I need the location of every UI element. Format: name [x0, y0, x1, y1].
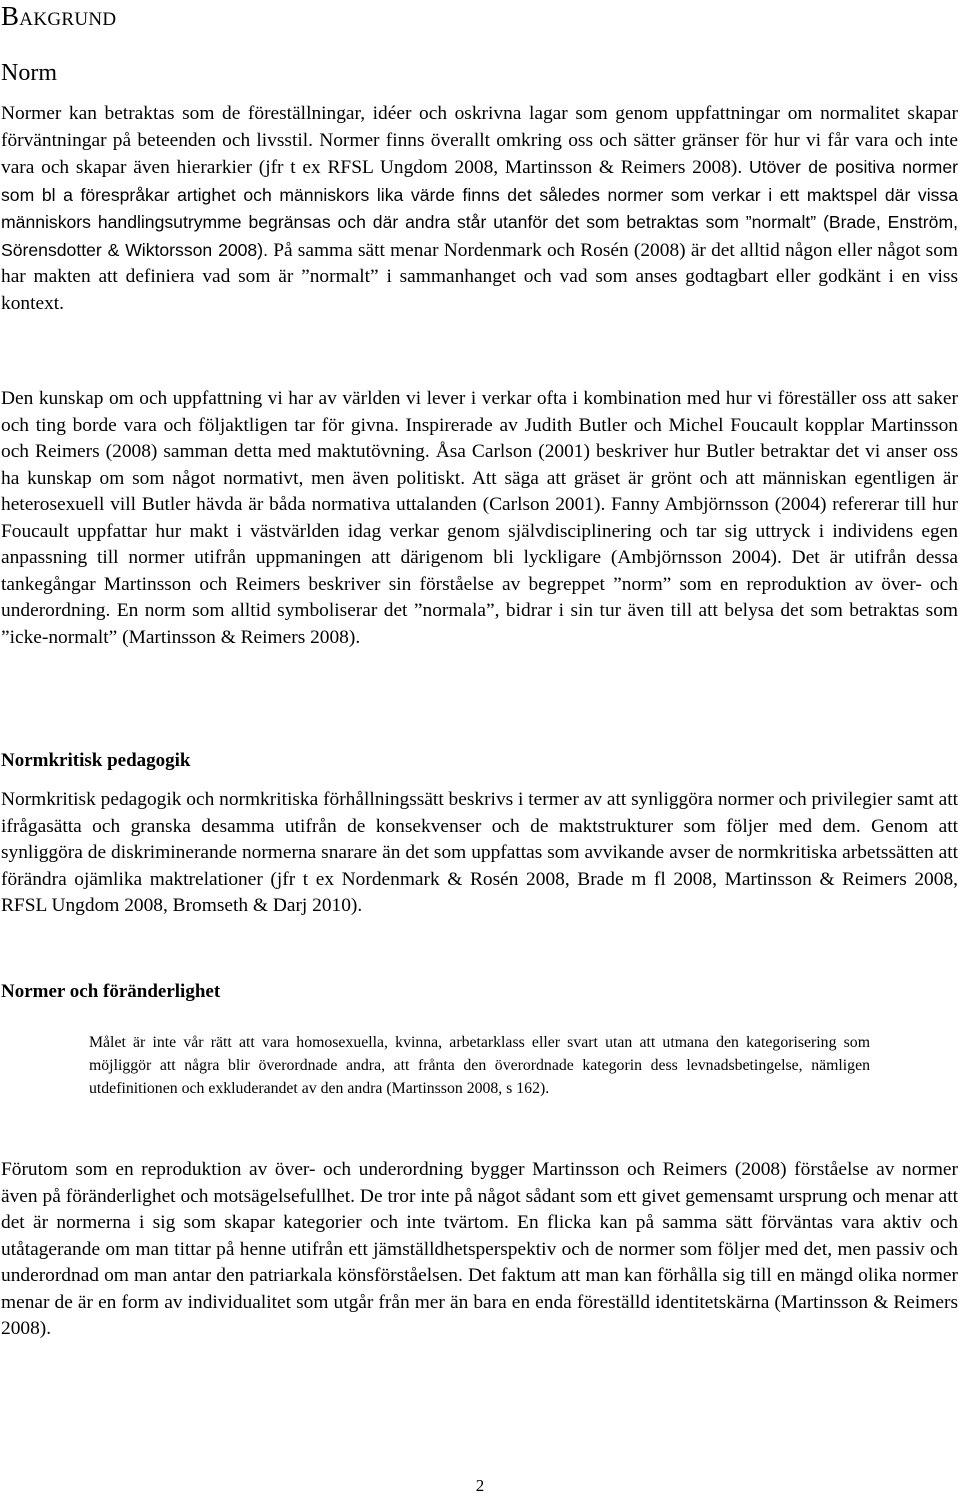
section-heading-norm: Norm: [1, 60, 57, 86]
section-heading-normkritisk: Normkritisk pedagogik: [1, 750, 191, 771]
paragraph-norm-1-part-b: Utöver de positiva normer som bl a förespråkar artighet och människors lika värde finns det således normer som verkar i ett maktspel där vissa människors handlingsutrymme begränsas och där andra står utanför det som betraktas som ”normalt” (Brade, Enström, Sörensdotter & Wiktorsson 2008).: [1, 157, 958, 260]
block-quote: Målet är inte vår rätt att vara homosexuella, kvinna, arbetarklass eller svart utan att utmana den kategorisering som möjliggör att några blir överordnade andra, att frånta den överordnade kategorin dess levnadsbetingelse, nämligen utdefinitionen och exkluderandet av den andra (Martinsson 2008, s 162).: [89, 1034, 870, 1097]
paragraph-normkritisk-1: Normkritisk pedagogik och normkritiska förhållningssätt beskrivs i termer av att synliggöra normer och privilegier samt att ifrågasätta och granska desamma utifrån de konsekvenser och de maktstrukturer som följer med dem. Genom att synliggöra de diskriminerande normerna snarare än det som uppfattas som avvikande avser de normkritiska arbetssätten att förändra ojämlika maktrelationer (jfr t ex Nordenmark & Rosén 2008, Brade m fl 2008, Martinsson & Reimers 2008, RFSL Ungdom 2008, Bromseth & Darj 2010).: [1, 789, 958, 916]
paragraph-norm-1-part-a: Normer kan betraktas som de föreställningar, idéer och oskrivna lagar som genom uppfattningar om normalitet skapar förväntningar på beteenden och livsstil. Normer finns överallt omkring oss och sätter gränser för hur vi får vara och inte vara och skapar även hierarkier (jfr t ex RFSL Ungdom 2008, Martinsson & Reimers 2008).: [1, 103, 958, 178]
chapter-title: Bakgrund: [1, 1, 117, 31]
page-number: 2: [475, 1476, 485, 1495]
paragraph-norm-1-part-c: På samma sätt menar Nordenmark och Rosén (2008) är det alltid någon eller något som har makten att definiera vad som är ”normalt” i sammanhanget och vad som anses godtagbart eller godkänt i en viss kontext.: [1, 239, 958, 314]
paragraph-norm-2: Den kunskap om och uppfattning vi har av världen vi lever i verkar ofta i kombination med hur vi föreställer oss att saker och ting borde vara och följaktligen tar för givna. Inspirerade av Judith Butler och Michel Foucault kopplar Martinsson och Reimers (2008) samman detta med maktutövning. Åsa Carlson (2001) beskriver hur Butler betraktar det vi anser oss ha kunskap om som något normativt, men även politiskt. Att säga att gräset är grönt och att människan egentligen är heterosexuell vill Butler hävda är båda normativa uttalanden (Carlson 2001). Fanny Ambjörnsson (2004) refererar till hur Foucault uppfattar hur makt i västvärlden idag verkar genom självdisciplinering och tar sig uttryck i individens egen anpassning till normer utifrån uppmaningen att därigenom bli lyckligare (Ambjörnsson 2004). Det är utifrån dessa tankegångar Martinsson och Reimers beskriver sin förståelse av begreppet ”norm” som en reproduktion av över- och underordning. En norm som alltid symboliserar det ”normala”, bidrar i sin tur även till att belysa det som betraktas som ”icke-normalt” (Martinsson & Reimers 2008).: [1, 388, 958, 648]
paragraph-foranderlighet-1: Förutom som en reproduktion av över- och underordning bygger Martinsson och Reimers (2008) förståelse av normer även på föränderlighet och motsägelsefullhet. De tror inte på något sådant som ett givet gemensamt ursprung och menar att det är normerna i sig som skapar kategorier och inte tvärtom. En flicka kan på samma sätt förväntas vara aktiv och utåtagerande om man tittar på henne utifrån ett jämställdhetsperspektiv och de normer som följer med det, men passiv och underordnad om man antar den patriarkala könsförståelsen. Det faktum att man kan förhålla sig till en mängd olika normer menar de är en form av individualitet som utgår från mer än bara en enda föreställd identitetskärna (Martinsson & Reimers 2008).: [1, 1159, 958, 1339]
paragraph-norm-1: [1, 101, 958, 317]
section-heading-foranderlighet: Normer och föränderlighet: [1, 981, 221, 1002]
